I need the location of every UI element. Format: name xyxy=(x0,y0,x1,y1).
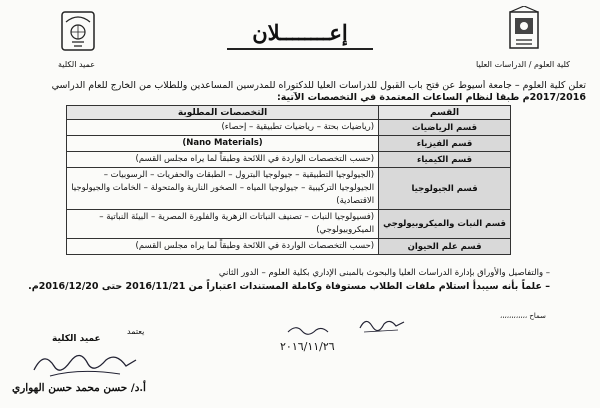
dept-cell: قسم الكيمياء xyxy=(379,152,511,168)
notes-block xyxy=(28,267,550,293)
note-dates: – علماً بأنه سيبدأ استلام ملفات الطلاب مستوفاة وكاملة المستندات اعتباراً من 2016/11/21 حتى 2016/12/20م. xyxy=(28,281,550,292)
spec-cell: (حسب التخصصات الواردة في اللائحة وطبقاً لما يراه مجلس القسم) xyxy=(67,239,379,255)
dept-cell: قسم الجيولوجيا xyxy=(379,168,511,210)
page-title: إعــــــــلان xyxy=(252,20,348,45)
table-row xyxy=(67,168,511,210)
approval-line: سماح ،،،،،،،،،،،، xyxy=(500,312,546,320)
dept-cell: قسم النبات والميكروبيولوجي xyxy=(379,210,511,239)
dean-signature-icon xyxy=(30,346,140,382)
table-row xyxy=(67,210,511,239)
intro-paragraph xyxy=(20,80,586,104)
handwritten-date: ٢٠١٦/١١/٢٦ xyxy=(280,340,335,353)
dean-name: أ.د/ حسن محمد حسن الهواري xyxy=(12,382,146,394)
table-row xyxy=(67,136,511,152)
spec-cell: (فسيولوجيا النبات – تصنيف النباتات الزهرية والفلورة المصرية – البيئة النباتية – الميكروبيولوجي) xyxy=(67,210,379,239)
university-logo-icon xyxy=(58,8,98,60)
table-header-row xyxy=(67,106,511,120)
spec-cell: (رياضيات بحتة – رياضيات تطبيقية – إحصاء) xyxy=(67,120,379,136)
title-underline xyxy=(227,48,373,50)
dept-cell: قسم الفيزياء xyxy=(379,136,511,152)
intro-line-2: 2017/2016م طبقاً لنظام الساعات المعتمدة في التخصصات الآتية: xyxy=(276,92,586,103)
approval-role: يعتمد xyxy=(127,327,145,336)
spec-cell: (حسب التخصصات الواردة في اللائحة وطبقاً لما يراه مجلس القسم) xyxy=(67,152,379,168)
note-details: – والتفاصيل والأوراق بإدارة الدراسات العليا والبحوث بالمبنى الإداري بكلية العلوم – الدور الثاني xyxy=(218,268,550,278)
table-row xyxy=(67,152,511,168)
faculty-logo-icon xyxy=(504,6,544,58)
table-row xyxy=(67,239,511,255)
intro-line-1: تعلن كلية العلوم – جامعة أسيوط عن فتح باب القبول للدراسات العليا للدكتوراه للمدرسين المساعدين وللطلاب من الخارج للعام الدراسي xyxy=(51,80,586,91)
spec-cell: (الجيولوجيا التطبيقية – جيولوجيا البترول – الطبقات والحفريات – الرسوبيات – الجيولوجيا التركيبية – جيولوجيا المياه – الصخور النارية والمتحولة – الخامات والجيولوجيا الاقتصادية) xyxy=(67,168,379,210)
right-logo-label: كلية العلوم / الدراسات العليا xyxy=(476,60,570,69)
left-logo-label: عميد الكلية xyxy=(58,60,95,69)
dept-cell: قسم الرياضيات xyxy=(379,120,511,136)
handwritten-scribble-icon xyxy=(286,322,330,338)
header-spec: التخصصات المطلوبة xyxy=(67,106,379,120)
dean-label: عميد الكلية xyxy=(52,334,101,344)
dept-cell: قسم علم الحيوان xyxy=(379,239,511,255)
specializations-table xyxy=(66,105,511,255)
spec-cell: (Nano Materials) xyxy=(67,136,379,152)
table-row xyxy=(67,120,511,136)
handwritten-initials-icon xyxy=(358,314,408,336)
header-dept: القسم xyxy=(379,106,511,120)
